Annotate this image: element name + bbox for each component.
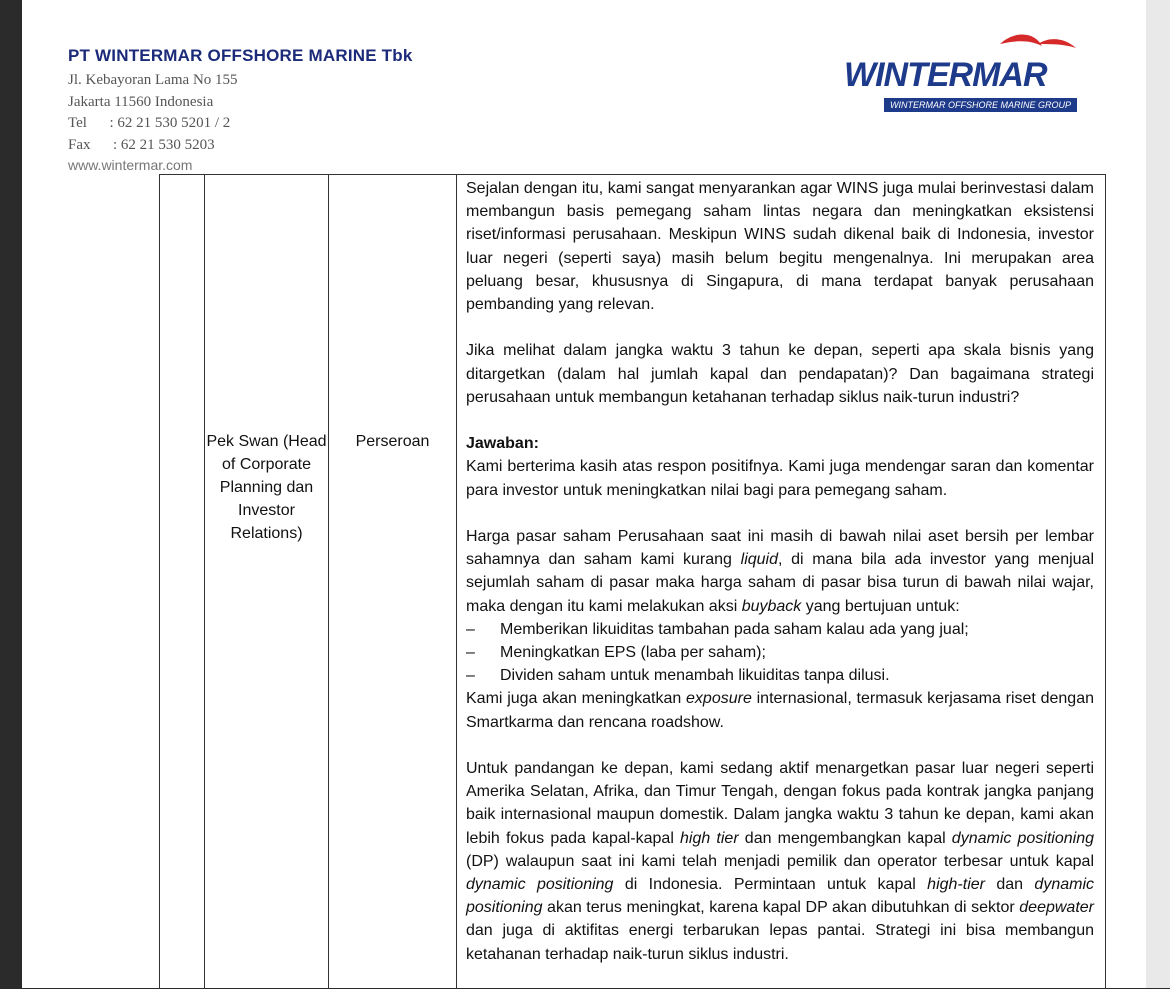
logo-wordmark: WINTERMAR	[844, 56, 1047, 94]
question-paragraph-2: Jika melihat dalam jangka waktu 3 tahun ke depan, seperti apa skala bisnis yang ditargetkan (dalam hal jumlah kapal dan pendapatan)? Dan bagaimana strategi perusahaan untuk membangun ketahanan terhadap siklus naik-turun industri?	[466, 342, 1094, 406]
tel-line: Tel : 62 21 530 5201 / 2	[68, 115, 231, 131]
logo-tagline: WINTERMAR OFFSHORE MARINE GROUP	[884, 98, 1077, 112]
address-line-1: Jl. Kebayoran Lama No 155	[68, 72, 238, 88]
table-border-left	[159, 174, 160, 988]
table-divider-2	[328, 174, 329, 988]
table-divider-3	[456, 174, 457, 988]
table-border-right	[1105, 174, 1106, 988]
list-item: – Memberikan likuiditas tambahan pada saham kalau ada yang jual;	[466, 620, 969, 638]
list-item: – Meningkatkan EPS (laba per saham);	[466, 644, 766, 662]
question-paragraph-1: Sejalan dengan itu, kami sangat menyarankan agar WINS juga mulai berinvestasi dalam membangun basis pemegang saham lintas negara dan meningkatkan eksistensi riset/informasi perusahaan. Meskipun WINS sudah dikenal baik di Indonesia, investor luar negeri (seperti saya) masih belum begitu mengenalnya. Ini merupakan area peluang besar, khususnya di Singapura, di mana terdapat banyak perusahaan pembanding yang relevan.	[466, 180, 1094, 314]
answer-paragraph-1: Kami berterima kasih atas respon positifnya. Kami juga mendengar saran dan komentar para investor untuk meningkatkan nilai bagi para pemegang saham.	[466, 458, 1094, 499]
viewer-edge	[1146, 0, 1170, 988]
speaker-role-cell: Perseroan	[355, 433, 430, 450]
company-name: PT WINTERMAR OFFSHORE MARINE Tbk	[68, 46, 413, 65]
speaker-name-cell: Pek Swan (Head of Corporate Planning dan Investor Relations)	[206, 433, 327, 542]
fax-line: Fax : 62 21 530 5203	[68, 137, 215, 153]
list-item: – Dividen saham untuk menambah likuiditas tanpa dilusi.	[466, 667, 890, 685]
answer-paragraph-4: Untuk pandangan ke depan, kami sedang aktif menargetkan pasar luar negeri seperti Amerika Selatan, Afrika, dan Timur Tengah, dengan fokus pada kontrak jangka panjang baik internasional maupun domestik. Dalam jangka waktu 3 tahun ke depan, kami akan lebih fokus pada kapal-kapal high tier dan mengembangkan kapal dynamic positioning (DP) walaupun saat ini kami telah menjadi pemilik dan operator terbesar untuk kapal dynamic positioning di Indonesia. Permintaan untuk kapal high-tier dan dynamic positioning akan terus meningkat, karena kapal DP akan dibutuhkan di sektor deepwater dan juga di aktifitas energi terbarukan lepas pantai. Strategi ini bisa membangun ketahanan terhadap naik-turun siklus industri.	[466, 760, 1095, 963]
answer-heading: Jawaban:	[466, 435, 539, 453]
answer-paragraph-3: Kami juga akan meningkatkan exposure internasional, termasuk kerjasama riset dengan Smartkarma dan rencana roadshow.	[466, 690, 1095, 731]
website-link[interactable]: www.wintermar.com	[68, 157, 193, 173]
table-divider-1	[204, 174, 205, 988]
answer-cell	[466, 177, 1094, 966]
company-logo	[840, 30, 1070, 120]
answer-paragraph-2: Harga pasar saham Perusahaan saat ini masih di bawah nilai aset bersih per lembar sahamnya dan saham kami kurang liquid, di mana bila ada investor yang menjual sejumlah saham di pasar maka harga saham di pasar bisa turun di bawah nilai wajar, maka dengan itu kami melakukan aksi buyback yang bertujuan untuk:	[466, 528, 1095, 615]
address-line-2: Jakarta 11560 Indonesia	[68, 94, 214, 110]
